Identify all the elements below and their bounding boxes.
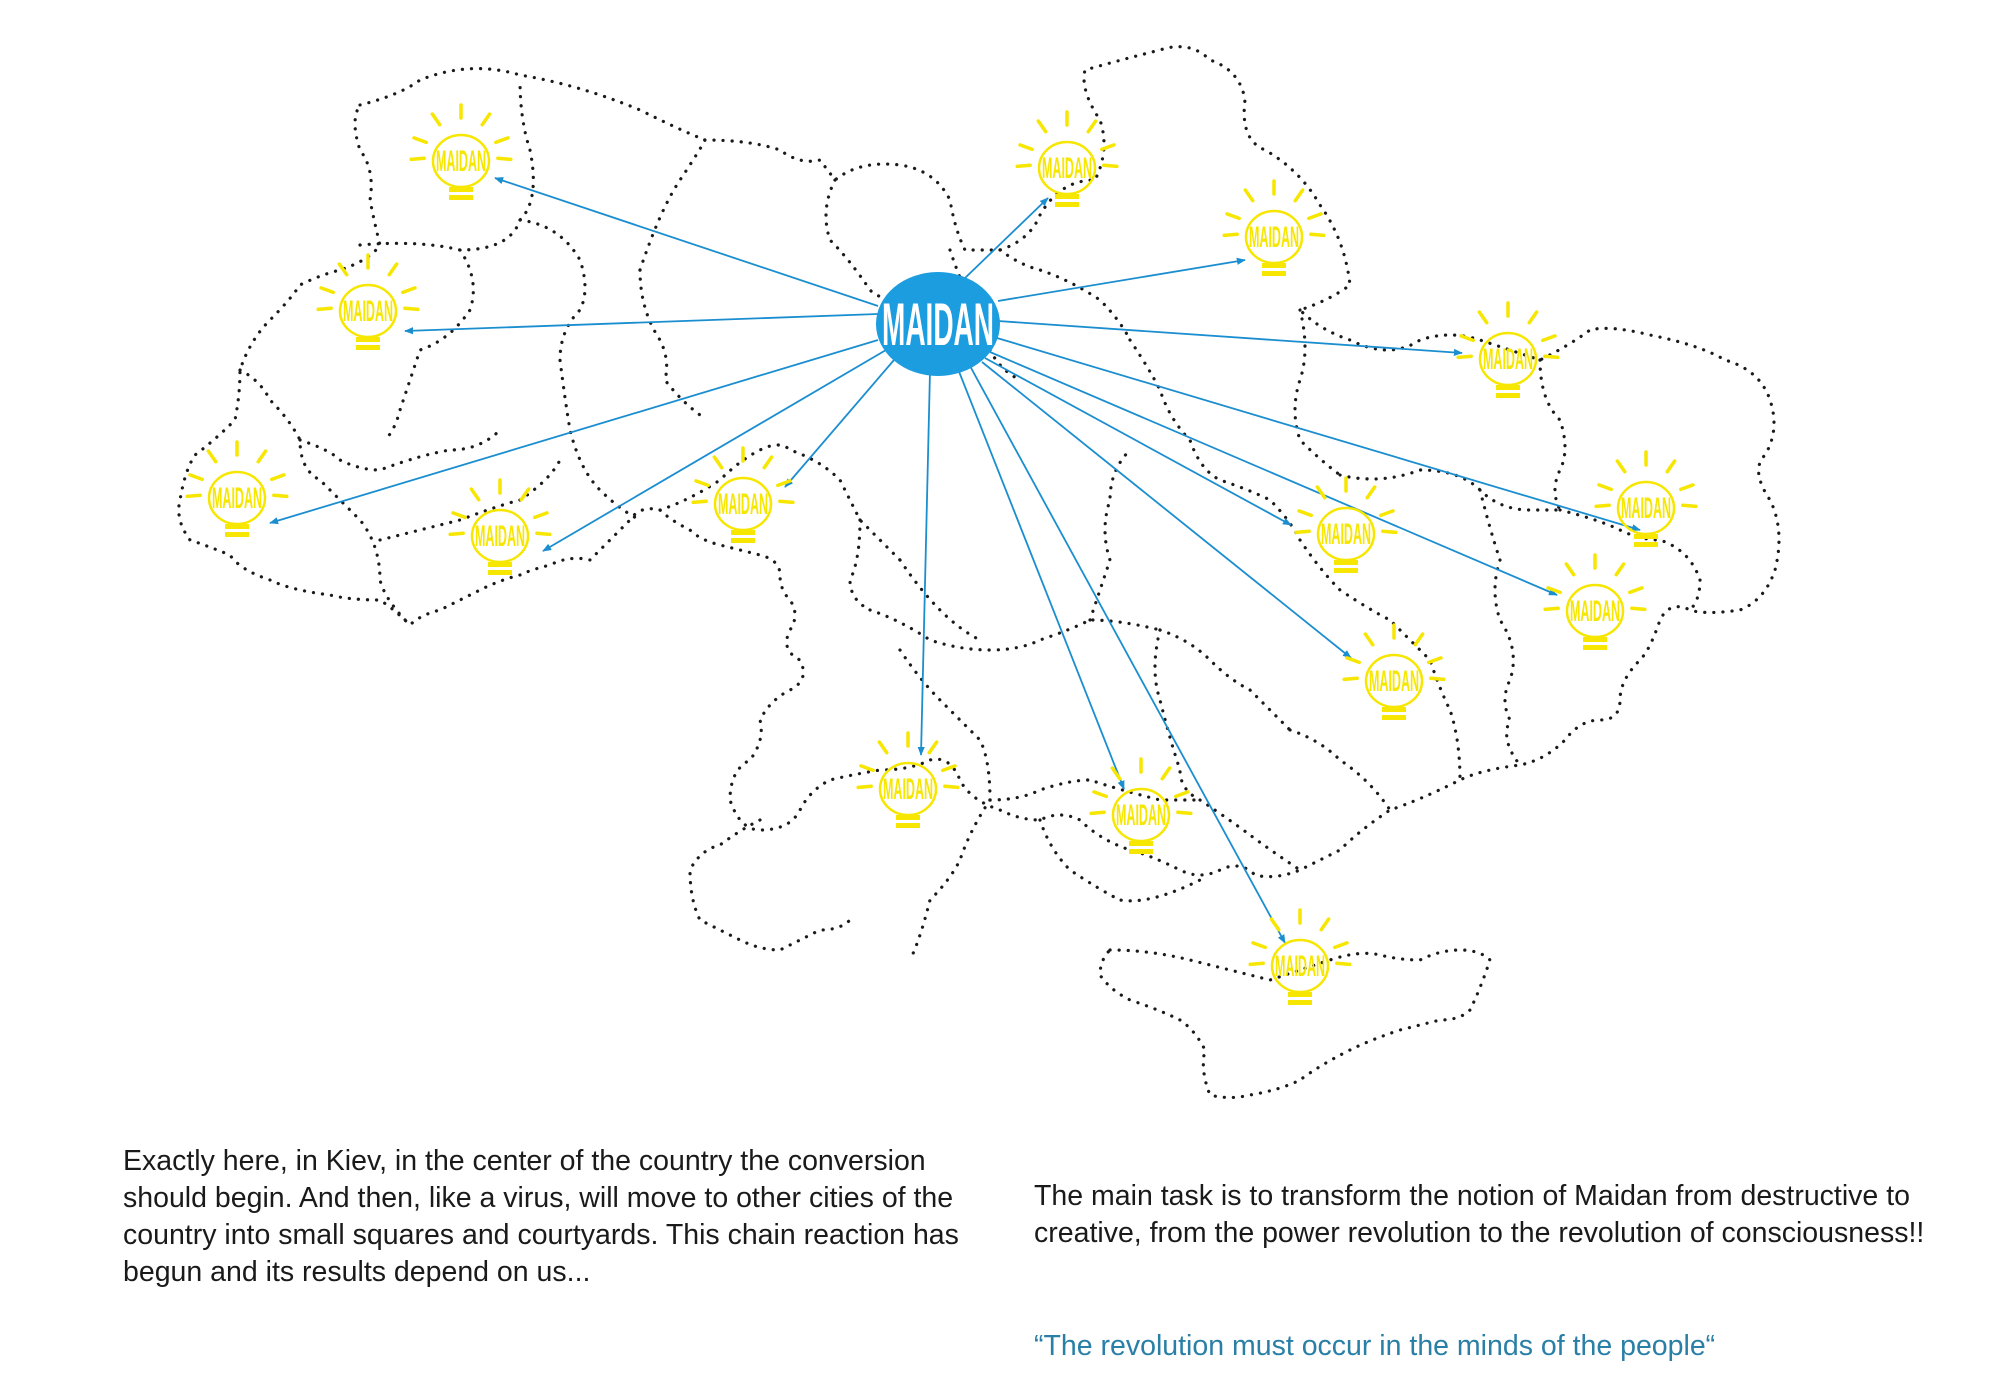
bulb-ray	[1309, 214, 1321, 218]
bulb-ray	[1311, 234, 1324, 235]
light-bulb-icon	[1296, 478, 1396, 573]
bulb-label: MAIDAN	[1570, 595, 1620, 628]
bulb-base	[1129, 841, 1153, 846]
bulb-ray	[1271, 919, 1278, 930]
bulb-ray	[1091, 812, 1104, 813]
bulb-base	[731, 530, 755, 535]
arrow-to-far-west	[270, 340, 878, 523]
quote: “The revolution must occur in the minds of the people“	[1034, 1330, 1716, 1362]
bulb-ray	[1178, 812, 1191, 813]
bulb-ray	[450, 533, 463, 534]
bulb-ray	[1545, 608, 1558, 609]
bulb-ray	[1088, 121, 1095, 132]
bulb-ray	[1383, 531, 1396, 532]
bulb-ray	[432, 114, 439, 125]
bulb-ray	[1321, 919, 1328, 930]
bulb-ray	[1017, 165, 1030, 166]
bulb-ray	[764, 457, 771, 468]
light-bulb-icon	[450, 480, 550, 575]
bulb-ray	[411, 158, 424, 159]
bulb-base	[449, 195, 473, 200]
bulb-ray	[1295, 190, 1302, 201]
arrow-to-far-east	[997, 338, 1640, 530]
bulb-ray	[1335, 943, 1347, 947]
bulb-ray	[1681, 485, 1693, 489]
bulb-ray	[1616, 564, 1623, 575]
bulb-base	[1288, 992, 1312, 997]
bulb-ray	[1250, 963, 1263, 964]
bulb-base	[225, 532, 249, 537]
bulb-ray	[1599, 485, 1611, 489]
bulb-label: MAIDAN	[1116, 799, 1166, 832]
bulb-base	[1262, 271, 1286, 276]
bulb-ray	[879, 742, 886, 753]
hub-label: MAIDAN	[882, 291, 994, 358]
bulb-ray	[471, 489, 478, 500]
bulb-ray	[535, 513, 547, 517]
light-bulb-icon	[1458, 303, 1558, 398]
bulb-ray	[1094, 792, 1106, 796]
bulb-base	[356, 337, 380, 342]
light-bulb-icon	[1596, 452, 1696, 547]
bulb-base	[1334, 568, 1358, 573]
bulb-ray	[498, 158, 511, 159]
bulb-ray	[208, 451, 215, 462]
bulb-ray	[861, 766, 873, 770]
maidan-hub	[876, 272, 1000, 376]
region-border	[380, 460, 560, 540]
bulb-ray	[1344, 678, 1357, 679]
region-border	[520, 220, 640, 520]
bulb-ray	[1367, 487, 1374, 498]
bulb-label: MAIDAN	[883, 773, 933, 806]
bulb-base	[1496, 393, 1520, 398]
bulb-ray	[693, 501, 706, 502]
bulb-ray	[1431, 678, 1444, 679]
bulb-ray	[945, 786, 958, 787]
bulb-ray	[1102, 145, 1114, 149]
light-bulb-icon	[858, 733, 958, 828]
region-border	[640, 140, 705, 270]
region-border	[640, 270, 700, 415]
bulb-ray	[1365, 634, 1372, 645]
bulb-label: MAIDAN	[718, 488, 768, 521]
bulb-ray	[414, 138, 426, 142]
bulb-ray	[1224, 234, 1237, 235]
bulb-base	[1382, 715, 1406, 720]
bulb-ray	[1429, 658, 1441, 662]
region-border	[990, 780, 1200, 800]
bulb-ray	[1162, 768, 1169, 779]
bulb-base	[1055, 194, 1079, 199]
bulb-ray	[1545, 356, 1558, 357]
bulb-ray	[318, 308, 331, 309]
bulb-base	[731, 538, 755, 543]
bulb-base	[896, 815, 920, 820]
bulb-ray	[1458, 356, 1471, 357]
light-bulb-icon	[1344, 625, 1444, 720]
bulb-ray	[1176, 792, 1188, 796]
bulb-label: MAIDAN	[475, 520, 525, 553]
bulb-base	[1288, 1000, 1312, 1005]
bulb-ray	[1529, 312, 1536, 323]
bulb-ray	[858, 786, 871, 787]
bulb-ray	[1667, 461, 1674, 472]
arrow-to-south-east	[982, 362, 1351, 658]
bulb-base	[488, 570, 512, 575]
bulb-base	[488, 562, 512, 567]
left-paragraph: Exactly here, in Kiev, in the center of the country the conversion should begin. And then, like a virus, will move to other cities of the country into small squares and courtyards. This chain reaction has begun and its results depend on us...	[123, 1145, 959, 1288]
region-border	[179, 47, 1779, 877]
bulb-base	[1634, 534, 1658, 539]
bulb-label: MAIDAN	[212, 482, 262, 515]
region-border	[1480, 490, 1520, 765]
arrow-to-north-west	[495, 178, 878, 306]
bulb-ray	[187, 495, 200, 496]
light-bulb-icon	[318, 255, 418, 350]
bulb-label: MAIDAN	[1321, 518, 1371, 551]
arrow-to-crimea	[970, 366, 1285, 943]
bulb-ray	[389, 264, 396, 275]
bulb-label: MAIDAN	[1249, 221, 1299, 254]
light-bulb-icon	[411, 105, 511, 200]
light-bulbs	[187, 105, 1696, 1005]
bulb-base	[896, 823, 920, 828]
arrow-to-north-east	[998, 260, 1245, 301]
bulb-label: MAIDAN	[1369, 665, 1419, 698]
region-border	[1130, 340, 1300, 540]
bulb-ray	[258, 451, 265, 462]
bulb-base	[1055, 202, 1079, 207]
bulb-base	[1634, 542, 1658, 547]
arrow-to-center-west	[785, 360, 894, 487]
bulb-ray	[1245, 190, 1252, 201]
bulb-ray	[1347, 658, 1359, 662]
bulb-ray	[943, 766, 955, 770]
bulb-ray	[1381, 511, 1393, 515]
arrow-to-east	[998, 321, 1462, 353]
bulb-ray	[403, 288, 415, 292]
region-border	[870, 610, 1160, 650]
bulb-base	[1262, 263, 1286, 268]
region-border	[826, 180, 900, 300]
bulb-ray	[1566, 564, 1573, 575]
bulb-base	[1129, 849, 1153, 854]
bulb-ray	[1630, 588, 1642, 592]
bulb-ray	[274, 495, 287, 496]
bulb-ray	[1632, 608, 1645, 609]
region-border	[850, 520, 870, 610]
bulb-ray	[1253, 943, 1265, 947]
bulb-ray	[1415, 634, 1422, 645]
bulb-label: MAIDAN	[1621, 492, 1671, 525]
bulb-ray	[1104, 165, 1117, 166]
bulb-base	[225, 524, 249, 529]
bulb-base	[1496, 385, 1520, 390]
region-border	[1160, 630, 1290, 730]
right-paragraph: The main task is to transform the notion of Maidan from destructive to creative, from the power revolution to the revolution of consciousness!!	[1034, 1180, 1925, 1249]
region-border	[1540, 360, 1565, 510]
bulb-ray	[1617, 461, 1624, 472]
bulb-label: MAIDAN	[1483, 343, 1533, 376]
bulb-ray	[272, 475, 284, 479]
bulb-ray	[496, 138, 508, 142]
bulb-ray	[1479, 312, 1486, 323]
region-border	[1290, 730, 1390, 810]
bulb-base	[1583, 637, 1607, 642]
bulb-ray	[537, 533, 550, 534]
bulb-ray	[1596, 505, 1609, 506]
bulb-ray	[929, 742, 936, 753]
bulb-ray	[1461, 336, 1473, 340]
bulb-ray	[1038, 121, 1045, 132]
region-border	[300, 430, 500, 470]
bulb-label: MAIDAN	[1042, 152, 1092, 185]
light-bulb-icon	[1545, 555, 1645, 650]
light-bulb-icon	[693, 448, 793, 543]
bulb-ray	[453, 513, 465, 517]
bulb-ray	[1296, 531, 1309, 532]
bulb-ray	[696, 481, 708, 485]
bulb-ray	[1020, 145, 1032, 149]
bulb-ray	[780, 501, 793, 502]
arrow-to-south-center	[958, 369, 1124, 789]
bulb-label: MAIDAN	[436, 145, 486, 178]
bulb-label: MAIDAN	[1275, 950, 1325, 983]
bulb-ray	[482, 114, 489, 125]
bulb-base	[1583, 645, 1607, 650]
bulb-ray	[1299, 511, 1311, 515]
light-bulb-icon	[1250, 910, 1350, 1005]
bulb-ray	[1683, 505, 1696, 506]
arrow-to-south-west	[543, 350, 886, 551]
bulb-ray	[714, 457, 721, 468]
region-borders	[179, 47, 1779, 1098]
region-border	[910, 800, 990, 960]
arrow-to-west	[405, 314, 878, 331]
bulb-label: MAIDAN	[343, 295, 393, 328]
bulb-ray	[405, 308, 418, 309]
region-border	[1200, 800, 1300, 870]
bulb-base	[1334, 560, 1358, 565]
bulb-base	[356, 345, 380, 350]
bulb-base	[1382, 707, 1406, 712]
region-border	[690, 820, 850, 950]
bulb-ray	[1227, 214, 1239, 218]
bulb-ray	[321, 288, 333, 292]
region-border	[385, 250, 473, 440]
arrow-to-center-east	[985, 358, 1291, 525]
bulb-base	[449, 187, 473, 192]
bulb-ray	[1337, 963, 1350, 964]
bulb-ray	[1543, 336, 1555, 340]
bulb-ray	[190, 475, 202, 479]
arrow-to-south	[921, 371, 930, 755]
arrow-to-north	[965, 198, 1048, 278]
